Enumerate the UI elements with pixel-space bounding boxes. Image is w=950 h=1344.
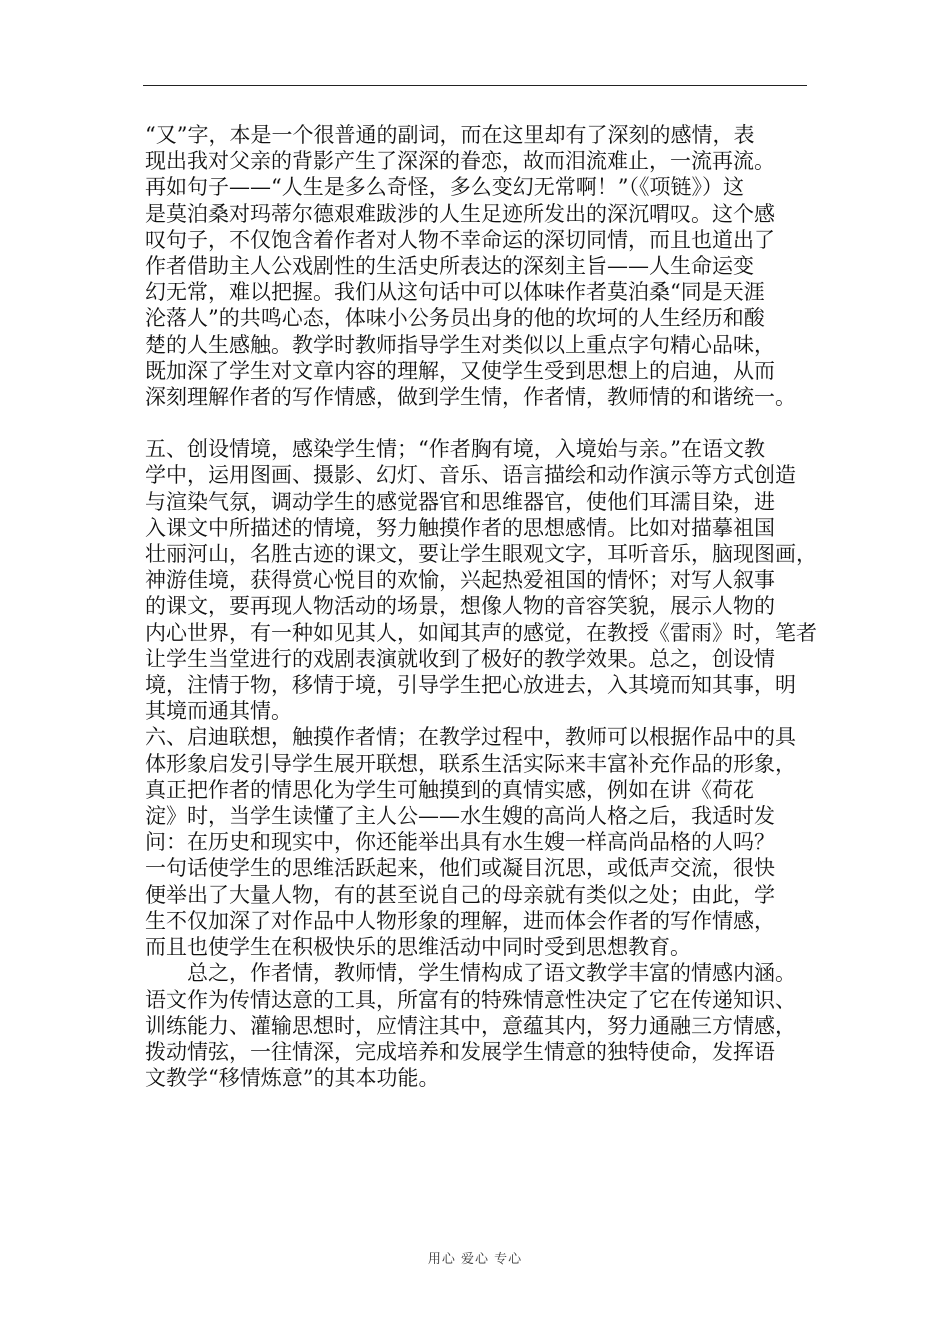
text-line: “又”字，本是一个很普通的副词，而在这里却有了深刻的感情，表 [145,123,755,147]
text-line: 让学生当堂进行的戏剧表演就收到了极好的教学效果。总之，创设情 [145,646,775,671]
text-line: 作者借助主人公戏剧性的生活史所表达的深刻主旨——人生命运变 [145,254,754,279]
text-line: 问：在历史和现实中，你还能举出具有水生嫂一样高尚品格的人吗？ [145,830,775,855]
text-line: 内心世界，有一种如见其人，如闻其声的感觉，在教授《雷雨》时，笔者 [145,620,817,645]
text-line: 生不仅加深了对作品中人物形象的理解，进而体会作者的写作情感， [145,908,775,933]
text-line: 是莫泊桑对玛蒂尔德艰难跋涉的人生足迹所发出的深沉喟叹。这个感 [145,201,775,226]
text-line: 入课文中所描述的情境，努力触摸作者的思想感情。比如对描摹祖国 [145,515,775,540]
page-footer: 用心 爱心 专心 [427,1252,523,1267]
text-line: 再如句子——“人生是多么奇怪，多么变幻无常啊！”（《项链》）这 [145,175,744,200]
text-line: 幻无常，难以把握。我们从这句话中可以体味作者莫泊桑“同是天涯 [145,280,765,305]
text-line: 壮丽河山，名胜古迹的课文，要让学生眼观文字，耳听音乐，脑现图画， [145,542,817,567]
text-line: 拨动情弦，一往情深，完成培养和发展学生情意的独特使命，发挥语 [145,1039,775,1064]
text-line: 真正把作者的情思化为学生可触摸到的真情实感，例如在讲《荷花 [145,777,754,802]
paragraph-2 [145,436,817,724]
text-line: 其境而通其情。 [145,699,292,724]
text-line: 便举出了大量人物，有的甚至说自己的母亲就有类似之处；由此，学 [145,882,775,907]
text-line: 语文作为传情达意的工具，所富有的特殊情意性决定了它在传递知识、 [145,987,796,1012]
text-line: 楚的人生感触。教学时教师指导学生对类似以上重点字句精心品味， [145,332,775,357]
text-line: 训练能力、灌输思想时，应情注其中，意蕴其内，努力通融三方情感， [145,1013,796,1038]
text-line: 与渲染气氛，调动学生的感觉器官和思维器官，使他们耳濡目染，进 [145,489,775,514]
text-line: 一句话使学生的思维活跃起来，他们或凝目沉思，或低声交流，很快 [145,856,775,881]
text-line: 的课文，要再现人物活动的场景，想像人物的音容笑貌，展示人物的 [145,594,775,619]
paragraph-4 [145,960,813,1091]
text-line: 境，注情于物，移情于境，引导学生把心放进去，入其境而知其事，明 [145,673,796,698]
paragraph-gap [145,410,813,436]
header-rule [143,85,807,86]
text-line: 总之，作者情，教师情，学生情构成了语文教学丰富的情感内涵。 [145,961,796,986]
text-line: 六、启迪联想，触摸作者情；在教学过程中，教师可以根据作品中的具 [145,725,796,750]
text-line: 体形象启发引导学生展开联想，联系生活实际来丰富补充作品的形象， [145,751,796,776]
text-line: 沦落人”的共鸣心态，体味小公务员出身的他的坎坷的人生经历和酸 [145,306,765,331]
text-line: 叹句子，不仅饱含着作者对人物不幸命运的深切同情，而且也道出了 [145,227,775,252]
text-line: 神游佳境，获得赏心悦目的欢愉，兴起热爱祖国的情怀；对写人叙事 [145,568,775,593]
paragraph-1 [145,122,813,410]
document-body [145,122,817,1091]
text-line: 淀》时，当学生读懂了主人公——水生嫂的高尚人格之后，我适时发 [145,804,775,829]
text-line: 既加深了学生对文章内容的理解，又使学生受到思想上的启迪，从而 [145,358,775,383]
text-line: 而且也使学生在积极快乐的思维活动中同时受到思想教育。 [145,935,691,960]
text-line: 深刻理解作者的写作情感，做到学生情，作者情，教师情的和谐统一。 [145,385,796,410]
text-line: 文教学“移情炼意”的其本功能。 [145,1066,440,1091]
text-line: 现出我对父亲的背影产生了深深的眷恋，故而泪流难止，一流再流。 [145,149,775,174]
text-line: 学中，运用图画、摄影、幻灯、音乐、语言描绘和动作演示等方式创造 [145,463,796,488]
text-line: 五、创设情境，感染学生情；“作者胸有境，入境始与亲。”在语文教 [145,437,765,462]
paragraph-3 [145,724,813,960]
